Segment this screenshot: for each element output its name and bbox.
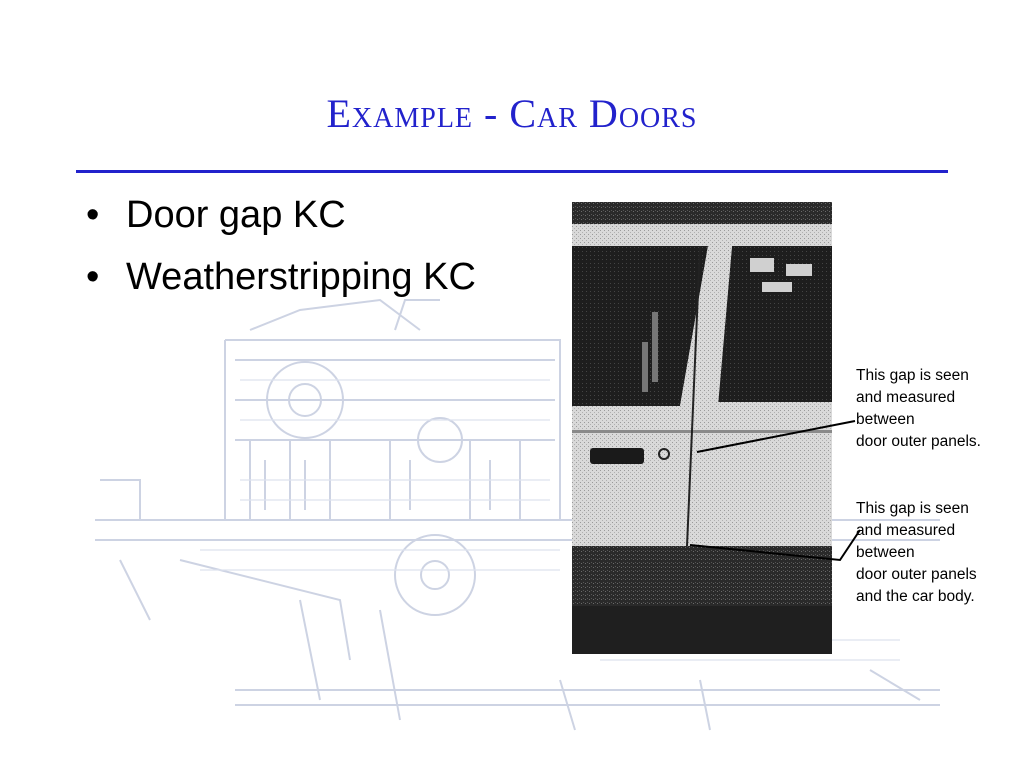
callout-door-body: This gap is seen and measured between door outer panels and the car body. [856,500,977,605]
bullet-item [86,192,476,254]
bullet-dot: • [86,256,100,298]
car-door-photo [572,202,832,654]
bullet-dot: • [86,194,100,236]
bullet-text: Weatherstripping KC [126,256,476,298]
bullet-text: Door gap KC [126,194,346,236]
title-underline [76,170,948,173]
slide-title: Example - Car Doors [326,91,698,136]
callout-door-panels: This gap is seen and measured between door outer panels. [856,367,981,450]
bullet-list [86,192,476,316]
bullet-item [86,254,476,316]
